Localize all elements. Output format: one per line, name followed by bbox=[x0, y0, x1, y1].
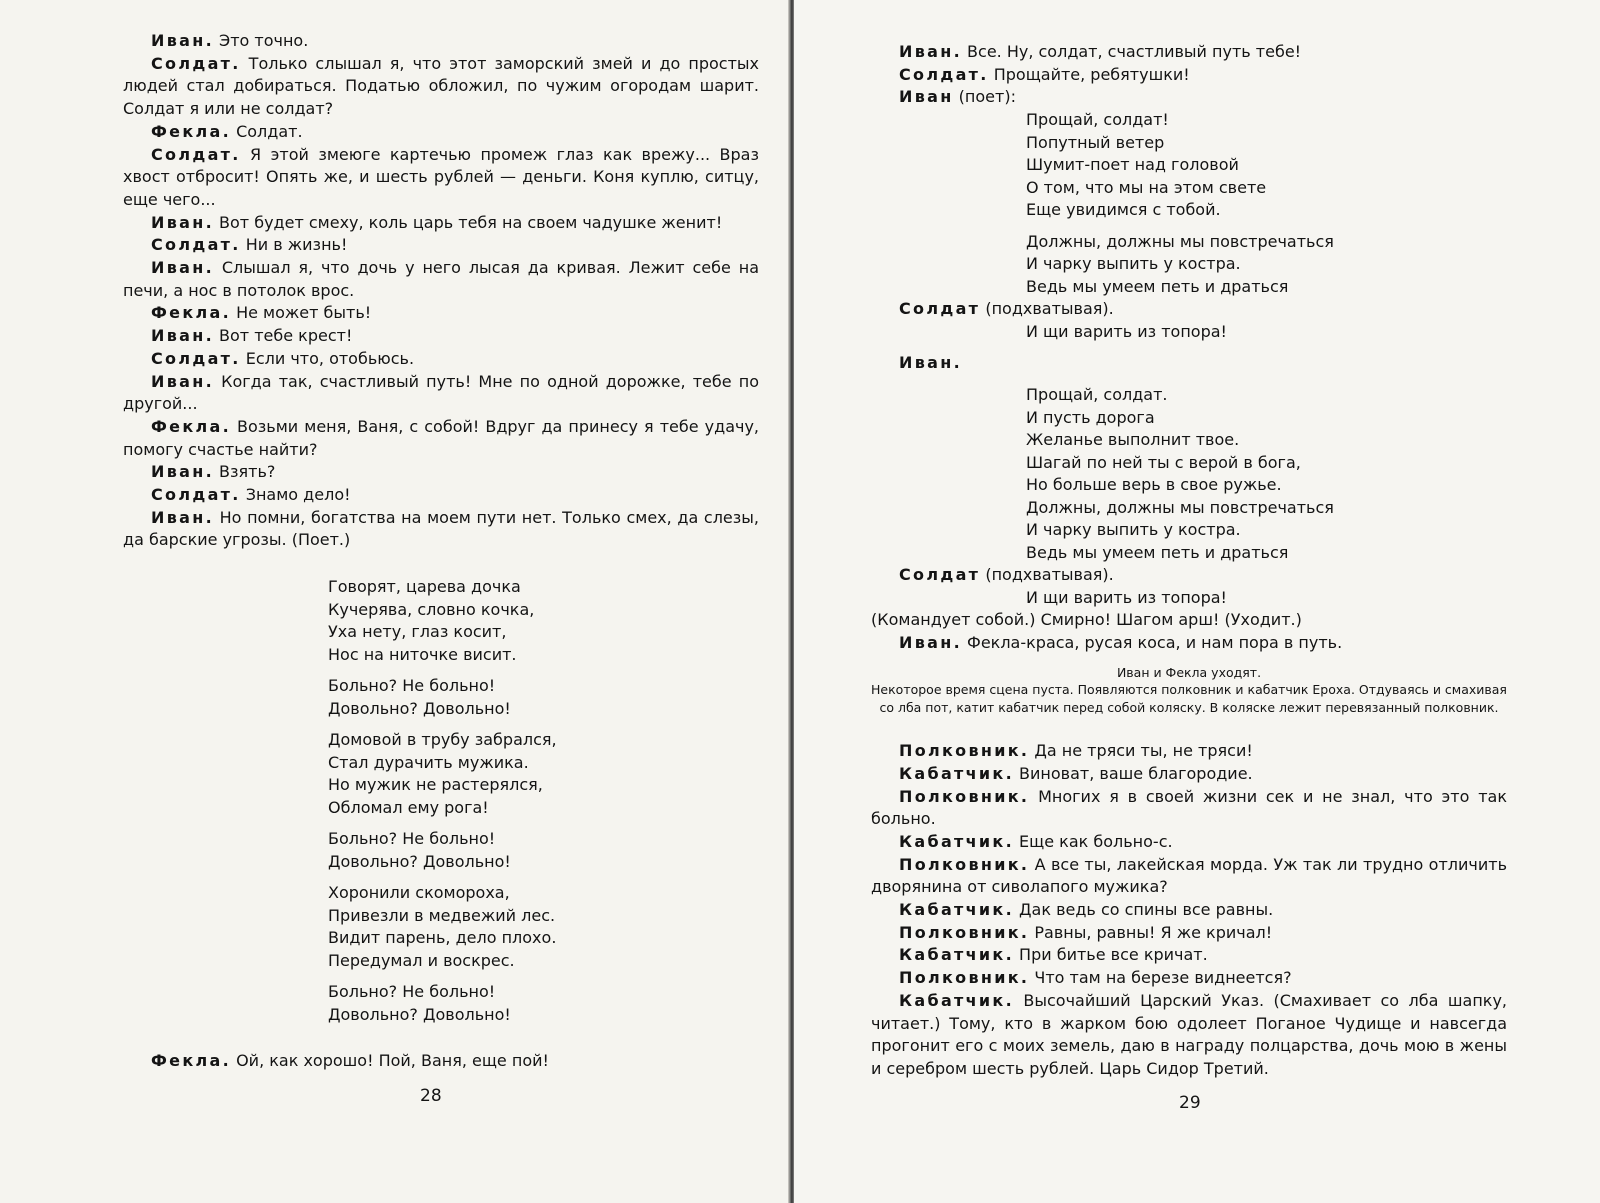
dialogue-line bbox=[123, 121, 759, 144]
dialogue-line bbox=[871, 564, 1507, 587]
dialogue-line bbox=[871, 899, 1507, 922]
spacer bbox=[123, 819, 759, 828]
dialogue-text: Виноват, ваше благородие. bbox=[1013, 763, 1253, 783]
verse-line: Привезли в медвежий лес. bbox=[328, 905, 556, 925]
dialogue-line bbox=[871, 632, 1507, 655]
stage-remark: (Командует собой.) Смирно! Шагом арш! (Уходит.) bbox=[871, 610, 1302, 630]
left-page bbox=[0, 0, 790, 1203]
speaker-name: Фекла. bbox=[151, 121, 231, 141]
verse-line: Ведь мы умеем петь и драться bbox=[1026, 542, 1289, 562]
dialogue-text: А все ты, лакейская морда. Уж так ли трудно отличить дворянина от сиволапого мужика? bbox=[871, 854, 1507, 897]
dialogue-text: (подхватывая). bbox=[980, 299, 1114, 319]
verse-line: Говорят, царева дочка bbox=[328, 577, 521, 597]
dialogue-text: Если что, отобьюсь. bbox=[240, 348, 415, 368]
stage-direction: Иван и Фекла уходят. bbox=[1116, 664, 1262, 680]
dialogue-text: Знамо дело! bbox=[240, 485, 351, 505]
verse-line: Кучерява, словно кочка, bbox=[328, 599, 535, 619]
verse-line: Уха нету, глаз косит, bbox=[328, 622, 507, 642]
dialogue-text: Ни в жизнь! bbox=[240, 235, 348, 255]
dialogue-line bbox=[123, 348, 759, 371]
speaker-name: Иван. bbox=[151, 507, 214, 527]
speaker-name: Иван. bbox=[151, 326, 214, 346]
dialogue-text: (подхватывая). bbox=[980, 565, 1114, 585]
speaker-name: Иван. bbox=[899, 632, 962, 652]
speaker-name: Солдат. bbox=[151, 348, 241, 368]
dialogue-line bbox=[871, 944, 1507, 967]
spacer bbox=[123, 972, 759, 981]
spacer bbox=[871, 375, 1507, 384]
verse-line: Стал дурачить мужика. bbox=[328, 752, 529, 772]
verse-line: Нос на ниточке висит. bbox=[328, 644, 517, 664]
speaker-name: Полковник. bbox=[899, 854, 1030, 874]
dialogue-line bbox=[123, 1050, 759, 1073]
verse-line: И щи варить из топора! bbox=[1026, 321, 1227, 341]
verse-line: Больно? Не больно! bbox=[328, 829, 496, 849]
spacer bbox=[871, 716, 1507, 740]
speaker-name: Иван. bbox=[151, 258, 214, 278]
dialogue-line bbox=[123, 144, 759, 212]
speaker-name: Кабатчик. bbox=[899, 945, 1014, 965]
dialogue-text: Солдат. bbox=[230, 121, 303, 141]
dialogue-text: Я этой змеюге картечью промеж глаз как врежу... Враз хвост отбросит! Опять же, и шесть рублей — деньги. Коня куплю, ситцу, еще чего... bbox=[123, 144, 759, 209]
verse-line: Шумит-поет над головой bbox=[1026, 155, 1239, 175]
speaker-name: Иван. bbox=[899, 42, 962, 61]
speaker-name: Солдат. bbox=[151, 485, 241, 505]
dialogue-line bbox=[871, 967, 1507, 990]
dialogue-text: Прощайте, ребятушки! bbox=[988, 64, 1190, 84]
dialogue-text: (поет): bbox=[953, 87, 1016, 107]
right-page-number: 29 bbox=[1179, 1093, 1201, 1113]
speaker-name: Солдат. bbox=[151, 53, 241, 73]
verse-line: И чарку выпить у костра. bbox=[1026, 520, 1241, 540]
speaker-name: Фекла. bbox=[151, 1051, 231, 1071]
verse-line: Желанье выполнит твое. bbox=[1026, 430, 1240, 450]
dialogue-text: Что там на березе виднеется? bbox=[1029, 968, 1292, 988]
dialogue-line bbox=[123, 484, 759, 507]
speaker-name: Солдат bbox=[899, 299, 981, 319]
verse-line: Обломал ему рога! bbox=[328, 797, 489, 817]
speaker-name: Солдат. bbox=[151, 235, 241, 255]
dialogue-line bbox=[871, 831, 1507, 854]
dialogue-line bbox=[123, 507, 759, 552]
dialogue-line bbox=[123, 371, 759, 416]
verse-line: Больно? Не больно! bbox=[328, 982, 496, 1002]
spacer bbox=[871, 343, 1507, 352]
dialogue-text: Не может быть! bbox=[230, 303, 372, 323]
speaker-name: Кабатчик. bbox=[899, 990, 1014, 1010]
dialogue-line bbox=[871, 786, 1507, 831]
verse-line: Довольно? Довольно! bbox=[328, 851, 511, 871]
dialogue-line bbox=[123, 53, 759, 121]
verse-line: Должны, должны мы повстречаться bbox=[1026, 497, 1334, 517]
dialogue-text: Возьми меня, Ваня, с собой! Вдруг да принесу я тебе удачу, помогу счастье найти? bbox=[123, 416, 759, 459]
dialogue-line bbox=[871, 854, 1507, 899]
dialogue-line bbox=[871, 990, 1507, 1081]
verse-line: Передумал и воскрес. bbox=[328, 950, 515, 970]
dialogue-text: Да не тряси ты, не тряси! bbox=[1029, 741, 1253, 761]
verse-line: Но мужик не растерялся, bbox=[328, 775, 543, 795]
speaker-name: Иван bbox=[899, 87, 954, 107]
dialogue-line bbox=[123, 416, 759, 461]
verse-line: Больно? Не больно! bbox=[328, 676, 496, 696]
dialogue-line bbox=[871, 763, 1507, 786]
dialogue-line bbox=[123, 325, 759, 348]
dialogue-text: Все. Ну, солдат, счастливый путь тебе! bbox=[961, 42, 1302, 61]
dialogue-text: Ой, как хорошо! Пой, Ваня, еще пой! bbox=[230, 1051, 549, 1071]
verse-line: Попутный ветер bbox=[1026, 132, 1165, 152]
dialogue-line bbox=[871, 352, 1507, 375]
verse-line: Шагай по ней ты с верой в бога, bbox=[1026, 452, 1301, 472]
speaker-name: Полковник. bbox=[899, 922, 1030, 942]
right-page bbox=[794, 0, 1600, 1203]
verse-line: Еще увидимся с тобой. bbox=[1026, 200, 1221, 220]
left-page-text bbox=[123, 30, 759, 1073]
speaker-name: Кабатчик. bbox=[899, 900, 1014, 920]
verse-line: Домовой в трубу забрался, bbox=[328, 730, 557, 750]
verse-line: Ведь мы умеем петь и драться bbox=[1026, 276, 1289, 296]
speaker-name: Солдат bbox=[899, 565, 981, 585]
verse-line: Довольно? Довольно! bbox=[328, 1004, 511, 1024]
verse-line: Прощай, солдат! bbox=[1026, 110, 1169, 130]
verse-line: Но больше верь в свое ружье. bbox=[1026, 475, 1282, 495]
dialogue-line bbox=[871, 64, 1507, 87]
dialogue-text: Фекла-краса, русая коса, и нам пора в путь. bbox=[961, 632, 1343, 652]
dialogue-text: Вот будет смеху, коль царь тебя на своем чадушке женит! bbox=[213, 212, 723, 232]
speaker-name: Кабатчик. bbox=[899, 831, 1014, 851]
dialogue-text: Еще как больно-с. bbox=[1013, 831, 1173, 851]
verse-line: Видит парень, дело плохо. bbox=[328, 928, 557, 948]
spacer bbox=[871, 222, 1507, 231]
verse-line: И пусть дорога bbox=[1026, 407, 1155, 427]
dialogue-line bbox=[123, 234, 759, 257]
speaker-name: Солдат. bbox=[151, 144, 241, 164]
dialogue-line bbox=[123, 30, 759, 53]
dialogue-text: Многих я в своей жизни сек и не знал, что это так больно. bbox=[871, 786, 1507, 829]
dialogue-line bbox=[123, 302, 759, 325]
dialogue-line bbox=[871, 41, 1507, 64]
verse-line: Должны, должны мы повстречаться bbox=[1026, 231, 1334, 251]
speaker-name: Иван. bbox=[151, 212, 214, 232]
dialogue-line bbox=[871, 298, 1507, 321]
verse-line: Хоронили скомороха, bbox=[328, 883, 510, 903]
speaker-name: Иван. bbox=[151, 371, 214, 391]
spacer bbox=[123, 552, 759, 576]
speaker-name: Полковник. bbox=[899, 968, 1030, 988]
dialogue-text: Высочайший Царский Указ. (Смахивает со лба шапку, читает.) Тому, кто в жарком бою одолеет Поганое Чудище и навсегда прогонит его с моих земель, даю в награду полцарства, дочь мою в жены и серебром шесть рублей. Царь Сидор Третий. bbox=[871, 990, 1507, 1078]
stage-direction: Некоторое время сцена пуста. Появляются полковник и кабатчик Ероха. Отдуваясь и смахивая со лба пот, катит кабатчик перед собой коляску. В коляске лежит перевязанный полковник. bbox=[871, 682, 1507, 715]
dialogue-text: Вот тебе крест! bbox=[213, 326, 353, 346]
verse-line: И чарку выпить у костра. bbox=[1026, 254, 1241, 274]
speaker-name: Солдат. bbox=[899, 64, 989, 84]
verse-line: И щи варить из топора! bbox=[1026, 587, 1227, 607]
dialogue-text: Когда так, счастливый путь! Мне по одной дорожке, тебе по другой... bbox=[123, 371, 759, 414]
dialogue-line bbox=[871, 740, 1507, 763]
dialogue-line bbox=[123, 212, 759, 235]
left-page-number: 28 bbox=[420, 1086, 442, 1106]
spacer bbox=[123, 720, 759, 729]
spacer bbox=[123, 666, 759, 675]
speaker-name: Фекла. bbox=[151, 303, 231, 323]
dialogue-text: Равны, равны! Я же кричал! bbox=[1029, 922, 1273, 942]
verse-line: Прощай, солдат. bbox=[1026, 385, 1168, 405]
dialogue-line bbox=[123, 257, 759, 302]
dialogue-text: Взять? bbox=[213, 462, 276, 482]
dialogue-text: Слышал я, что дочь у него лысая да кривая. Лежит себе на печи, а нос в потолок врос. bbox=[123, 258, 759, 300]
right-page-text bbox=[871, 41, 1507, 1081]
speaker-name: Полковник. bbox=[899, 741, 1030, 761]
dialogue-text: Только слышал я, что этот заморский змей и до простых людей стал добираться. Податью обложил, по чужим огородам шарит. Солдат я или не солдат? bbox=[123, 53, 759, 119]
speaker-name: Кабатчик. bbox=[899, 763, 1014, 783]
dialogue-text: Дак ведь со спины все равны. bbox=[1013, 900, 1274, 920]
speaker-name: Иван. bbox=[151, 462, 214, 482]
speaker-name: Иван. bbox=[899, 353, 962, 373]
speaker-name: Фекла. bbox=[151, 416, 231, 436]
dialogue-line bbox=[123, 461, 759, 484]
verse-line: Довольно? Довольно! bbox=[328, 698, 511, 718]
dialogue-text: При битье все кричат. bbox=[1013, 945, 1208, 965]
speaker-name: Иван. bbox=[151, 31, 214, 50]
spacer bbox=[871, 655, 1507, 664]
spacer bbox=[123, 1026, 759, 1050]
dialogue-line bbox=[871, 86, 1507, 109]
dialogue-text: Это точно. bbox=[213, 31, 309, 50]
verse-line: О том, что мы на этом свете bbox=[1026, 177, 1267, 197]
dialogue-line bbox=[871, 922, 1507, 945]
speaker-name: Полковник. bbox=[899, 786, 1030, 806]
spacer bbox=[123, 873, 759, 882]
dialogue-text: Но помни, богатства на моем пути нет. Только смех, да слезы, да барские угрозы. (Поет.) bbox=[123, 507, 759, 550]
